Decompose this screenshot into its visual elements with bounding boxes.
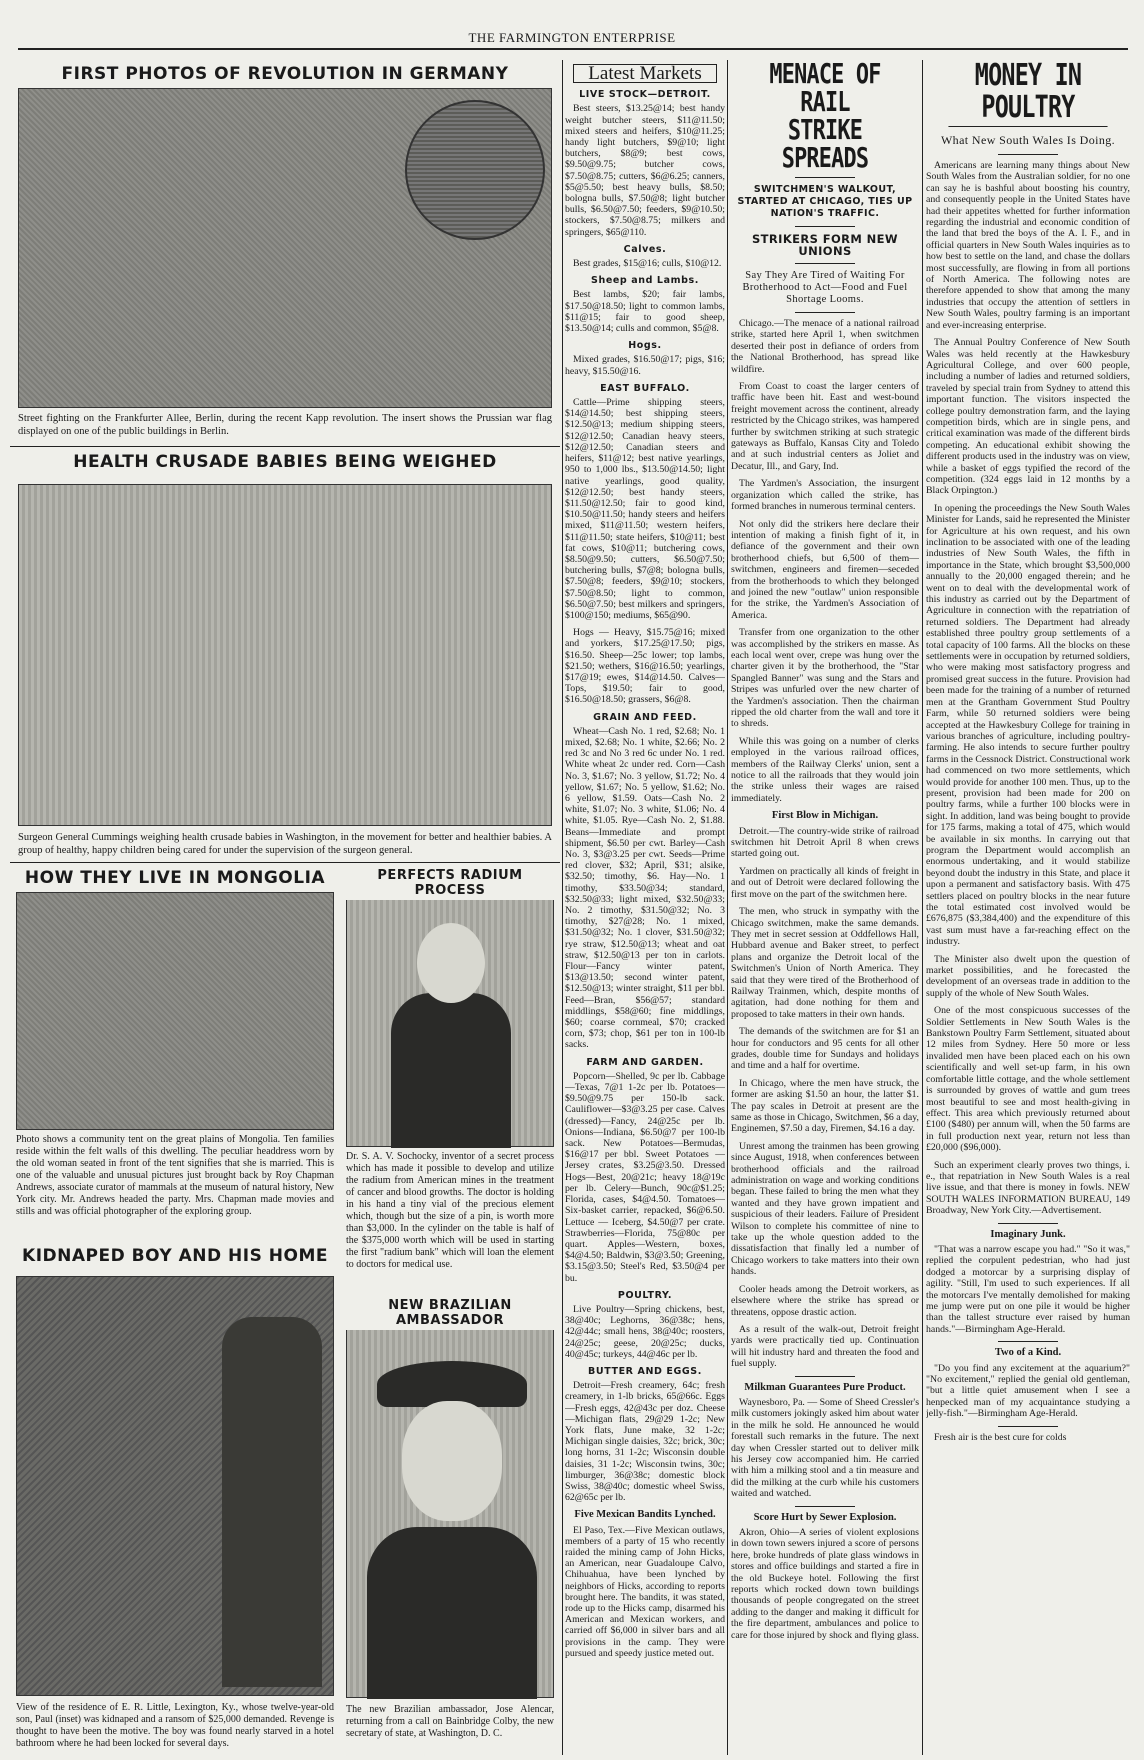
masthead-rule bbox=[18, 48, 1128, 50]
figure-silhouette bbox=[391, 993, 511, 1148]
bandits-story: El Paso, Tex.—Five Mexican outlaws, members of a party of 15 who recently raided the mining camp of John Hicks, an American, near Guadaloupe Calvo, Chihuahua, have been lynched by neighbors of Hicks, according to reports brought here. The bandits, it was stated, rode up to the Hicks camp, disarmed his American and Mexican workers, and carried off $6,000 in silver bars and all provisions in the camp. They were pursued and speedy justice meted out. bbox=[565, 1524, 725, 1659]
panel-title: HOW THEY LIVE IN MONGOLIA bbox=[10, 866, 340, 890]
coat-shape bbox=[367, 1527, 537, 1699]
strike-deck-2: STRIKERS FORM NEW UNIONS bbox=[751, 232, 899, 258]
divider bbox=[998, 154, 1058, 155]
kidnaped-photo-panel bbox=[10, 1244, 340, 1756]
market-section-head: LIVE STOCK—DETROIT. bbox=[579, 89, 711, 101]
market-section-head: EAST BUFFALO. bbox=[600, 382, 690, 394]
market-section-text: Live Poultry—Spring chickens, best, 38@40c; Leghorns, 36@38c; hens, 42@44c; small hens, 38@40c; roosters, 24@25c; geese, 20@25c; ducks, 40@45c; turkeys, 44@46c per lb. bbox=[565, 1303, 725, 1360]
panel-caption: View of the residence of E. R. Little, Lexington, Ky., whose twelve-year-old son, Paul (inset) was kidnaped and a ransom of $25,000 demanded. Revenge is thought to have been the motive. The boy was found nearly starved in a hotel bathroom where he had been locked for several days. bbox=[16, 1702, 334, 1749]
strike-story bbox=[731, 318, 919, 804]
strike-deck-3: Say They Are Tired of Waiting For Brotherhood to Act—Food and Fuel Shortage Looms. bbox=[742, 270, 908, 305]
story-paragraph: Americans are learning many things about New South Wales from the Australian soldier, for no one can say he is bashful about boosting his country, and consequently people in the United States have had their appetites whetted for further information regarding the industrial and economic condition of the land that bred the boys of the A. I. F., and in official quarters in New South Wales inquiries as to how best to settle on the land, and chase the dollars most successfully, are flowing in from all portions of North America. The following notes are therefore appended to show that among the many industries that occupy the attention of settlers in New South Wales, poultry farming is an important and ever-increasing enterprise. bbox=[926, 160, 1130, 331]
doctor-photo bbox=[346, 892, 554, 1147]
market-section-text: Wheat—Cash No. 1 red, $2.68; No. 1 mixed, $2.68; No. 1 white, $2.66; No. 2 red 3c and No 3 red 6c under No. 1 red. White wheat 2c under red. Corn—Cash No. 3, $1.67; No. 3 yellow, $1.72; No. 4 yellow, $1.67; No. 5 yellow, $1.62; No. 6 yellow, $1.59. Oats—Cash No. 2 white, $1.07; No. 3 white, $1.06; No. 4 white, $1.05. Rye—Cash No. 2, $1.88. Beans—Immediate and prompt shipment, $6.50 per cwt. Barley—Cash No. 3, $3@3.25 per cwt. Seeds—Prime red clover, $32; April, $31; alsike, $32.50; timothy, $6. Hay—No. 1 timothy, $33.50@34; standard, $32.50@33; light mixed, $32.50@33; No. 2 timothy, $31.50@32; No. 3 timothy, $27@28; No. 1 mixed, $31.50@32; No. 1 clover, $31.50@32; rye straw, $12.50@13; wheat and oat straw, $12.50@13 per ton in carlots. Flour—Fancy winter patent, $13@13.50; second winter patent, $12.50@13; winter straight, $11 per bbl. Feed—Bran, $56@57; standard middlings, $58@60; fine middlings, $60; coarse cornmeal, $70; cracked corn, $73; chop, $61 per ton in 100-lb sacks. bbox=[565, 725, 725, 1051]
divider bbox=[998, 1426, 1058, 1427]
poultry-column bbox=[926, 60, 1130, 1755]
story-paragraph: In Chicago, where the men have struck, the former are asking $1.50 an hour, the latter $1. The pay scales in Detroit at present are the same as those in Chicago, Switchmen, $6 a day, Enginemen, $7.50 a day, Firemen, $4.16 a day. bbox=[731, 1077, 919, 1135]
ambassador-photo bbox=[346, 1326, 554, 1698]
market-section-text: Detroit—Fresh creamery, 64c; fresh creamery, in 1-lb bricks, 65@66c. Eggs—Fresh eggs, 42@43c per doz. Cheese—Michigan flats, 29@29 1-2c; New York flats, June make, 32 1-2c; Michigan single daisies, 32c; brick, 30c; long horns, 31 1-2c; Wisconsin double daisies, 31 1-2c; Wisconsin twins, 30c; limburger, 36@38c; domestic block Swiss, 38@40c; domestic wheel Swiss, 62@65c per lb. bbox=[565, 1380, 725, 1504]
story-paragraph: The demands of the switchmen are for $1 an hour for conductors and 95 cents for all other grades, double time for Sundays and holidays and time and a half for overtime. bbox=[731, 1026, 919, 1072]
panel-rule bbox=[10, 446, 560, 447]
joke-headline: Imaginary Junk. bbox=[990, 1228, 1066, 1240]
ambassador-photo-panel bbox=[340, 1296, 560, 1756]
market-section-text: Best steers, $13.25@14; best handy weight butcher steers, $11@11.50; mixed steers and heifers, $10@11.25; handy light butchers, $9@10; light butchers, $8@9; best cows, $9.50@9.75; butcher cows, $7.50@8.75; cutters, $6@6.25; canners, $5@5.50; best heavy bulls, $8.50; bologna bulls, $7.50@8; light butcher bulls, $6.50@7.50; feeders, $9@10.50; stockers, $7.50@8.75; milkers and springers, $65@110. bbox=[565, 103, 725, 238]
market-section-text: Mixed grades, $16.50@17; pigs, $16; heavy, $15.50@16. bbox=[565, 354, 725, 377]
masthead: THE FARMINGTON ENTERPRISE bbox=[468, 30, 676, 45]
milk-headline: Milkman Guarantees Pure Product. bbox=[744, 1381, 906, 1393]
story-paragraph: The Annual Poultry Conference of New South Wales was held recently at the Hawkesbury Agricultural College, and over 600 people, including a number of ladies and returned soldiers, traveled by special train from Sydney to attend this important function. The visitors inspected the college poultry demonstration farm, and the laying competition birds, which are in single pens, and critical examination was made of the different birds competing. An educational exhibit showing the different products used in the industry was on view, while a basket of eggs typified the record of the competition. (324 eggs laid in 12 months by a Black Orpington.) bbox=[926, 337, 1130, 497]
poultry-story bbox=[926, 160, 1130, 1217]
strike-column bbox=[731, 60, 919, 1755]
inset-photo bbox=[405, 100, 545, 240]
column-divider bbox=[562, 60, 563, 1755]
story-paragraph: Not only did the strikers here declare their intention of making a finish fight of it, in defiance of the government and their own brotherhood chiefs, but 6,500 of them—switchmen, engineers and firemen—seceded from the brotherhoods to which they belonged and joined the new "outlaw" union responsible for the strike, the Yardmen's Association of America. bbox=[731, 518, 919, 621]
tent-photo bbox=[16, 892, 334, 1130]
sewer-headline: Score Hurt by Sewer Explosion. bbox=[753, 1511, 897, 1523]
panel-caption: Surgeon General Cummings weighing health crusade babies in Washington, in the movement for better and healthier babies. A group of healthy, happy children being cared for under the supervision of the surgeon general. bbox=[18, 832, 552, 856]
joke-story: "That was a narrow escape you had." "So it was," replied the corpulent pedestrian, who had just dodged a motorcar by a surprising display of agility. "Still, I'm used to such experiences. If all the motorcars I've mentally demolished for making me jump were put on one pile it would be higher than the tallest structure ever raised by human hands."—Birmingham Age-Herald. bbox=[926, 1243, 1130, 1335]
strike-deck-1: SWITCHMEN'S WALKOUT, STARTED AT CHICAGO, TIES UP NATION'S TRAFFIC. bbox=[737, 184, 913, 219]
strike-subhead: First Blow in Michigan. bbox=[771, 810, 879, 822]
market-section-head: POULTRY. bbox=[617, 1289, 673, 1301]
divider bbox=[795, 1506, 855, 1507]
panel-caption: Street fighting on the Frankfurter Allee, Berlin, during the recent Kapp revolution. The insert shows the Prussian war flag displayed on one of the public buildings in Berlin. bbox=[18, 413, 552, 437]
market-section-head: GRAIN AND FEED. bbox=[593, 711, 697, 723]
bandits-headline: Five Mexican Bandits Lynched. bbox=[574, 1509, 716, 1521]
divider bbox=[795, 177, 855, 178]
divider bbox=[795, 263, 855, 264]
divider bbox=[795, 312, 855, 313]
sewer-story: Akron, Ohio—A series of violent explosions in down town sewers injured a score of persons here, broke hundreds of plate glass windows in stores and office buildings and started a fire in the old Buckeye hotel. Following the first reports which rocked down town buildings thousands of people congregated on the street adding to the danger and making it difficult for the fire department, ambulances and police to care for those injured by shock and flying glass. bbox=[731, 1527, 919, 1641]
market-section-head: FARM AND GARDEN. bbox=[586, 1056, 704, 1068]
strike-story-continued bbox=[731, 826, 919, 1370]
market-sections bbox=[565, 89, 725, 1503]
story-paragraph: Transfer from one organization to the other was accomplished by the strikers en masse. As each local went over, crepe was hung over the charter given it by the brotherhood, the "Star Spangled Banner" was sung and the Stars and Stripes was unfurled over the new charter of the Yardmen's association. Then the chairman ripped the old charter from the wall and tore it to shreds. bbox=[731, 627, 919, 730]
story-paragraph: From Coast to coast the larger centers of traffic have been hit. East and west-bound freight movement across the continent, already restricted by the Chicago strikes, was hampered further by switchmen striking at such strategic gateways as Buffalo, Kansas City and Toledo and at such industrial centers as Joliet and Decatur, Ill., and Gary, Ind. bbox=[731, 381, 919, 472]
house-photo bbox=[16, 1276, 334, 1696]
story-paragraph: Such an experiment clearly proves two things, i. e., that repatriation in New South Wales is a real live issue, and that there is money in fowls. NEW SOUTH WALES INFORMATION BUREAU, 149 Broadway, New York City.—Advertisement. bbox=[926, 1159, 1130, 1217]
markets-title: Latest Markets bbox=[573, 64, 717, 83]
story-paragraph: One of the most conspicuous successes of the Soldier Settlements in New South Wales is the Bankstown Poultry Farm Settlement, situated about 12 miles from Sydney. Here 50 more or less invalided men have been placed each on his own scientifically and well set-up farm, in his own comfortable little cottage, and the whole settlement is surrounded by groves of wattle and gum trees most beautiful to see and most health-giving in effect. This area which previously returned about £100 ($480) per annum will, when the 50 farms are in full production next year, return not less than £20,000 ($96,000). bbox=[926, 1005, 1130, 1154]
column-divider bbox=[727, 60, 728, 1755]
poultry-headline: MONEY IN POULTRY bbox=[948, 60, 1107, 127]
strike-headline-1: MENACE OF RAIL bbox=[769, 60, 881, 118]
poultry-deck: What New South Wales Is Doing. bbox=[940, 133, 1116, 147]
joke-story: "Do you find any excitement at the aquarium?" "No excitement," replied the genial old gentleman, "but a little quiet amusement when I see a henpecked man of my acquaintance studying a jelly-fish."—Birmingham Age-Herald. bbox=[926, 1362, 1130, 1420]
face-shape bbox=[417, 923, 485, 1003]
panel-title: NEW BRAZILIAN AMBASSADOR bbox=[340, 1296, 560, 1330]
divider bbox=[998, 1341, 1058, 1342]
story-paragraph: Yardmen on practically all kinds of freight in and out of Detroit were declared following the first move on the part of the switchmen here. bbox=[731, 865, 919, 900]
panel-title: KIDNAPED BOY AND HIS HOME bbox=[10, 1244, 340, 1268]
story-paragraph: Unrest among the trainmen has been growing since August, 1918, when conferences between brotherhood officials and the railroad administration on wage and working conditions began. These failed to bring the men what they wanted and they have grown impatient and suspicious of their leaders. Failure of President Wilson to complete his committee of nine to take up the whole question added to the dissatisfaction that finally led a number of Chicago workers to take matters into their own hands. bbox=[731, 1140, 919, 1278]
story-paragraph: Detroit.—The country-wide strike of railroad switchmen hit Detroit April 8 when crews started going out. bbox=[731, 825, 919, 860]
market-section-head: Hogs. bbox=[628, 340, 662, 352]
divider bbox=[795, 1376, 855, 1377]
filler-line: Fresh air is the best cure for colds bbox=[934, 1431, 1067, 1443]
milk-story: Waynesboro, Pa. — Some of Sheed Cressler's milk customers jokingly asked him about water in the milk he sold. He announced he would forestall such remarks in the future. The next day when Cressler started out to deliver milk his Jersey cow accompanied him. He carried with him a milking stool and a tin measure and did the milking at the curb while his customers waited and watched. bbox=[731, 1396, 919, 1500]
market-section-text: Cattle—Prime shipping steers, $14@14.50; best shipping steers, $12.50@13; medium shipping steers, $12@12.50; Canadian heavy steers, $12@12.50; Canadian steers and heifers, $11@12; best native yearlings, 950 to 1,000 lbs., $13.50@14.50; light native yearlings, good quality, $12@12.50; best handy steers, $11.50@12.50; fair to good kind, $10.50@11.50; handy steers and heifers mixed, $11@11.50; western heifers, $11@11.50; state heifers, $10@11; best fat cows, $10@11; butchering cows, $8.50@9.50; cutters, $6.50@7.50; butchering bulls, $7@8; bologna bulls, $7.50@8; feeders, $9@10; stockers, $7.50@8.50; light to common, $6.50@7.50; best milkers and springers, $100@150; mediums, $65@90. bbox=[565, 397, 725, 621]
story-paragraph: The Yardmen's Association, the insurgent organization which called the strike, has formed branches in numerous terminal centers. bbox=[731, 478, 919, 513]
story-paragraph: Cooler heads among the Detroit workers, as elsewhere where the strike has spread or threatens, oppose drastic action. bbox=[731, 1283, 919, 1318]
story-paragraph: While this was going on a number of clerks employed in the various railroad offices, members of the Railway Clerks' union, sent a notice to all the railroads that they would join the strike unless their wages are raised immediately. bbox=[731, 735, 919, 804]
panel-caption: Photo shows a community tent on the great plains of Mongolia. Ten families reside within the felt walls of this dwelling. The peculiar headdress worn by the old woman seated in front of the tent signifies that she is married. This is one of the valuable and unusual pictures just brought back by Roy Chapman Andrews, associate curator of mammals at the museum of natural history, New York city. Mr. Andrews headed the party. Mrs. Chapman made movies and stills and was official photographer of the exploring group. bbox=[16, 1134, 334, 1217]
market-section-text: Best lambs, $20; fair lambs, $17.50@18.50; light to common lambs, $11@15; fair to good sheep, $13.50@14; culls and common, $5@8. bbox=[565, 289, 725, 335]
panel-title: FIRST PHOTOS OF REVOLUTION IN GERMANY bbox=[10, 62, 560, 86]
radium-photo-panel bbox=[340, 866, 560, 1291]
mongolia-photo-panel bbox=[10, 866, 340, 1241]
boy-inset bbox=[222, 1317, 322, 1687]
panel-rule bbox=[10, 862, 560, 863]
market-section-head: BUTTER AND EGGS. bbox=[588, 1365, 702, 1377]
story-paragraph: Chicago.—The menace of a national railroad strike, started here April 1, when switchmen deserted their post in defiance of orders from the National Brotherhood, has spread like wildfire. bbox=[731, 318, 919, 375]
market-section-text: Popcorn—Shelled, 9c per lb. Cabbage—Texas, 7@1 1-2c per lb. Potatoes—$9.50@9.75 per 150-lb sack. Cauliflower—$3@3.25 per case. Calves (dressed)—Fancy, 24@25c per lb. Onions—Indiana, $6.50@7 per 100-lb sack. New Potatoes—Bermudas, $16@17 per bbl. Sweet Potatoes — Jersey crates, $3.25@3.50. Dressed Hogs—Best, 20@21c; heavy 18@19c per lb. Celery—Bunch, 90c@$1.25; Florida, cases, $4@4.50. Tomatoes—Six-basket carrier, repacked, $6@6.50. Lettuce — Iceberg, $4.50@7 per crate. Strawberries—Florida, 75@80c per quart. Apples—Western, boxes, $4@4.50; Baldwin, $3@3.50; Greening, $3.15@3.50; Steel's Red, $3.50@4 per bu. bbox=[565, 1070, 725, 1284]
panel-title: PERFECTS RADIUM PROCESS bbox=[340, 866, 560, 900]
face-shape bbox=[402, 1401, 502, 1521]
panel-caption: The new Brazilian ambassador, Jose Alencar, returning from a call on Bainbridge Colby, the new secretary of state, at Washington, D. C. bbox=[346, 1704, 554, 1739]
babies-photo bbox=[18, 484, 552, 826]
story-paragraph: The men, who struck in sympathy with the Chicago switchmen, make the same demands. They met in secret session at Oddfellows Hall, Hubbard avenue and Baker street, to perfect plans and organize the Detroit local of the Switchmen's Union of North America. They said that they were tired of the Brotherhood of Railway Trainmen, which, despite months of agitation, had done nothing for them and proposed to take matters in their own hands. bbox=[731, 906, 919, 1020]
story-paragraph: As a result of the walk-out, Detroit freight yards were practically tied up. Continuation will hit industry hard and threaten the food and fuel supply. bbox=[731, 1323, 919, 1370]
strike-headline-2: STRIKE SPREADS bbox=[781, 113, 869, 174]
divider bbox=[998, 1223, 1058, 1224]
market-section-head: Calves. bbox=[623, 243, 667, 255]
market-section-text: Hogs — Heavy, $15.75@16; mixed and yorkers, $17.25@17.50; pigs, $16.50. Sheep—25c lower; top lambs, $21.50; wethers, $16@16.50; yearlings, $17@19; ewes, $14@14.50. Calves—Tops, $19.50; fair to good, $16.50@18.50; grassers, $6@8. bbox=[565, 627, 725, 706]
babies-photo-panel bbox=[10, 450, 560, 860]
column-divider bbox=[922, 60, 923, 1755]
market-section-head: Sheep and Lambs. bbox=[591, 275, 699, 287]
panel-caption: Dr. S. A. V. Sochocky, inventor of a secret process which has made it possible to develop and utilize the radium from American mines in the treatment of cancer and blood growths. The doctor is holding in his hand a tiny vial of the precious element which, though but the size of a pin, is worth more than $3,000. In the cylinder on the table is half of the $375,000 worth which will be used in starting the first "radium bank" which will loan the element to doctors for medical use. bbox=[346, 1151, 554, 1270]
story-paragraph: The Minister also dwelt upon the question of market possibilities, and he forecasted the development of an overseas trade in addition to the supply of the whole of New South Wales. bbox=[926, 953, 1130, 999]
markets-column bbox=[565, 60, 725, 1755]
panel-title: HEALTH CRUSADE BABIES BEING WEIGHED bbox=[10, 450, 560, 474]
story-paragraph: In opening the proceedings the New South Wales Minister for Lands, said he represented the Minister for Agriculture at his own request, and his own inclination to be associated with one of the leading industries of New South Wales, the fifth in importance in the State, which brought $3,500,000 annually to the 20,000 engaged therein; and he went on to deal with the developmental work of this industry as carried out by the Department of Agriculture in connection with the repatriation of returned soldiers. The Department had already established three poultry group settlements of a total capacity of 100 farms. All the blocks on these settlements were in occupation by returned soldiers, who were making most satisfactory progress and promised great success in the future. Provision had been made for the training of a number of returned men at the Grantham Government Stud Poultry Farm, while 50 returned soldiers were being accepted at the Hawkesbury College for training in various branches of agriculture, including poultry-farming. He also intends to secure further poultry farms in the Cessnock District. Constructional work had commenced on two more settlements, which would provide for another 100 men. Thus, up to the present, provision had been made for 200 on poultry farms, while a further 100 blocks were in sight. In addition, land was being bought to provide for 175 farms, making a total of 475, which would be available in six months. In carrying out that program the Department would accomplish an enormous undertaking, and it would stabilize beyond doubt the industry in this State, and place it upon a permanent and satisfactory basis. With 475 settlers placed on poultry blocks in the near future the total estimated cost involved would be £676,875 ($3,384,400) and the expenditure of this vast sum must have a far-reaching effect on the industry. bbox=[926, 502, 1130, 948]
joke-headline: Two of a Kind. bbox=[994, 1347, 1062, 1359]
germany-photo-panel bbox=[10, 62, 560, 442]
market-section-text: Best grades, $15@16; culls, $10@12. bbox=[573, 258, 722, 270]
divider bbox=[795, 226, 855, 227]
